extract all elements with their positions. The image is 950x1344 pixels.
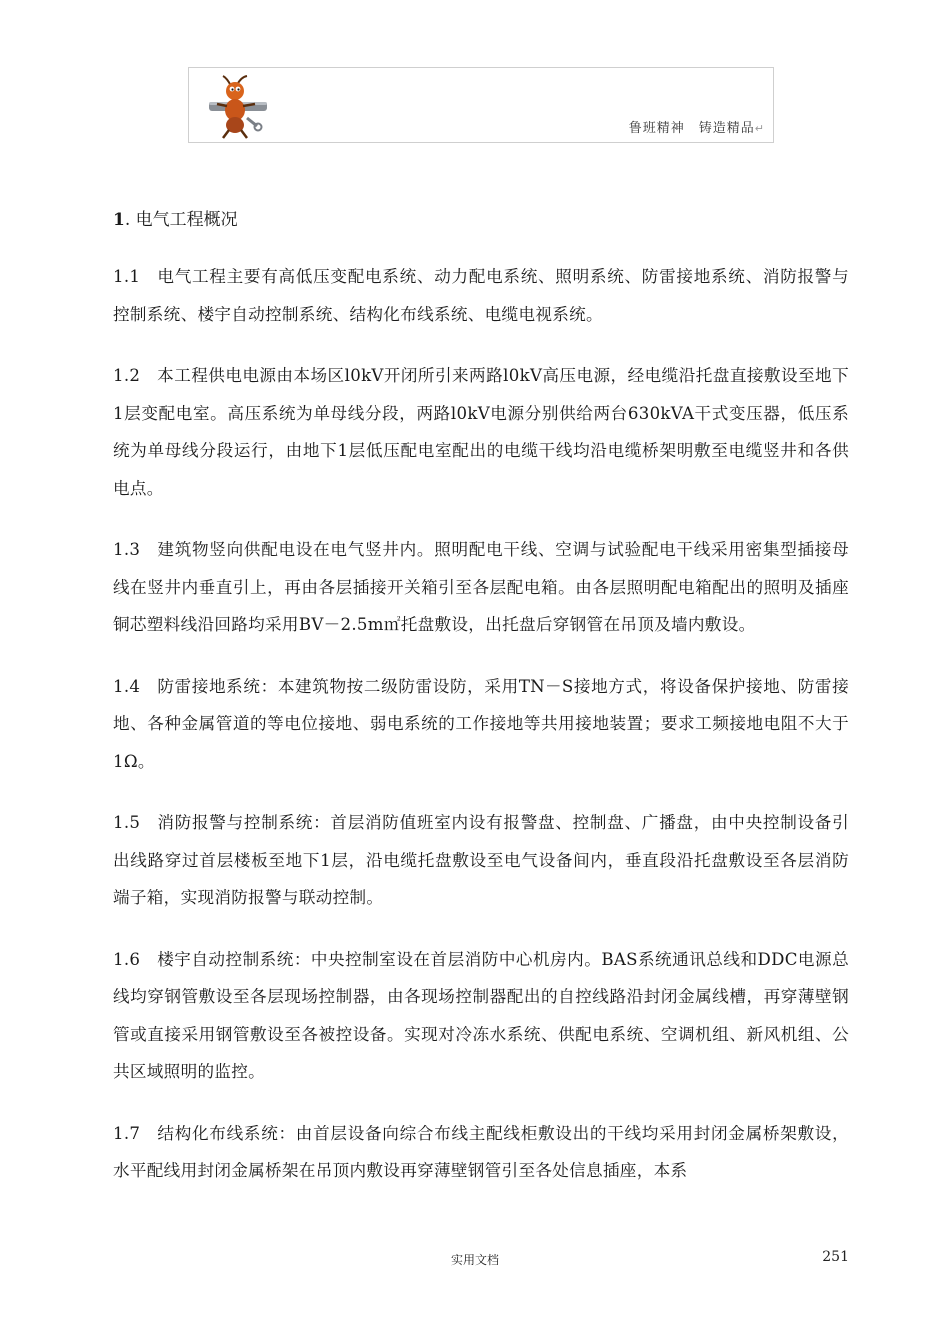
paragraph-1-5 <box>113 804 849 917</box>
return-mark-icon: ↵ <box>754 122 765 135</box>
header-slogan-text: 鲁班精神 铸造精品 <box>628 121 755 136</box>
paragraph-text: 楼宇自动控制系统：中央控制室设在首层消防中心机房内。BAS系统通讯总线和DDC电源总线均穿钢管敷设至各层现场控制器，由各现场控制器配出的自控线路沿封闭金属线槽，再穿薄壁钢管或直接采用钢管敷设至各被控设备。实现对冷冻水系统、供配电系统、空调机组、新风机组、公共区域照明的监控。 <box>113 949 849 1081</box>
paragraph-text: 建筑物竖向供配电设在电气竖井内。照明配电干线、空调与试验配电干线采用密集型插接母线在竖井内垂直引上，再由各层插接开关箱引至各层配电箱。由各层照明配电箱配出的照明及插座铜芯塑料线沿回路均采用BV－2.5m㎡托盘敷设，出托盘后穿钢管在吊顶及墙内敷设。 <box>113 540 849 634</box>
footer-label: 实用文档 <box>450 1253 499 1267</box>
paragraph-text: 消防报警与控制系统：首层消防值班室内设有报警盘、控制盘、广播盘，由中央控制设备引出线路穿过首层楼板至地下1层，沿电缆托盘敷设至电气设备间内，垂直段沿托盘敷设至各层消防端子箱，实现消防报警与联动控制。 <box>113 813 849 907</box>
paragraph-text: 结构化布线系统：由首层设备向综合布线主配线柜敷设出的干线均采用封闭金属桥架敷设，水平配线用封闭金属桥架在吊顶内敷设再穿薄壁钢管引至各处信息插座，本系 <box>113 1123 849 1180</box>
paragraph-text: 防雷接地系统：本建筑物按二级防雷设防，采用TN－S接地方式，将设备保护接地、防雷接地、各种金属管道的等电位接地、弱电系统的工作接地等共用接地装置；要求工频接地电阻不大于1Ω。 <box>113 676 849 771</box>
document-body <box>113 204 849 1214</box>
paragraph-1-3 <box>113 531 849 644</box>
page-header <box>188 67 774 143</box>
paragraph-1-7 <box>113 1115 849 1190</box>
paragraph-1-4 <box>113 668 849 781</box>
paragraph-1-2 <box>113 357 849 507</box>
section-heading <box>113 204 849 236</box>
paragraph-number: 1.6 <box>113 949 141 969</box>
paragraph-number: 1.1 <box>113 267 141 286</box>
paragraph-text: 电气工程主要有高低压变配电系统、动力配电系统、照明系统、防雷接地系统、消防报警与控制系统、楼宇自动控制系统、结构化布线系统、电缆电视系统。 <box>113 267 849 324</box>
paragraph-number: 1.4 <box>113 676 141 696</box>
paragraph-number: 1.2 <box>113 366 141 385</box>
section-number: 1 <box>113 210 125 230</box>
paragraph-text: 本工程供电电源由本场区l0kV开闭所引来两路l0kV高压电源，经电缆沿托盘直接敷设至地下1层变配电室。高压系统为单母线分段，两路l0kV电源分别供给两台630kVA干式变压器，低压系统为单母线分段运行，由地下1层低压配电室配出的电缆干线均沿电缆桥架明敷至电缆竖井和各供电点。 <box>113 366 849 498</box>
paragraph-number: 1.5 <box>113 813 141 832</box>
paragraph-1-6 <box>113 941 849 1091</box>
header-slogan <box>629 117 765 136</box>
ant-mascot-icon <box>207 74 271 140</box>
page-number: 251 <box>822 1249 849 1265</box>
paragraph-number: 1.3 <box>113 540 141 559</box>
paragraph-1-1 <box>113 258 849 333</box>
section-title: . 电气工程概况 <box>124 210 238 230</box>
paragraph-number: 1.7 <box>113 1123 141 1143</box>
